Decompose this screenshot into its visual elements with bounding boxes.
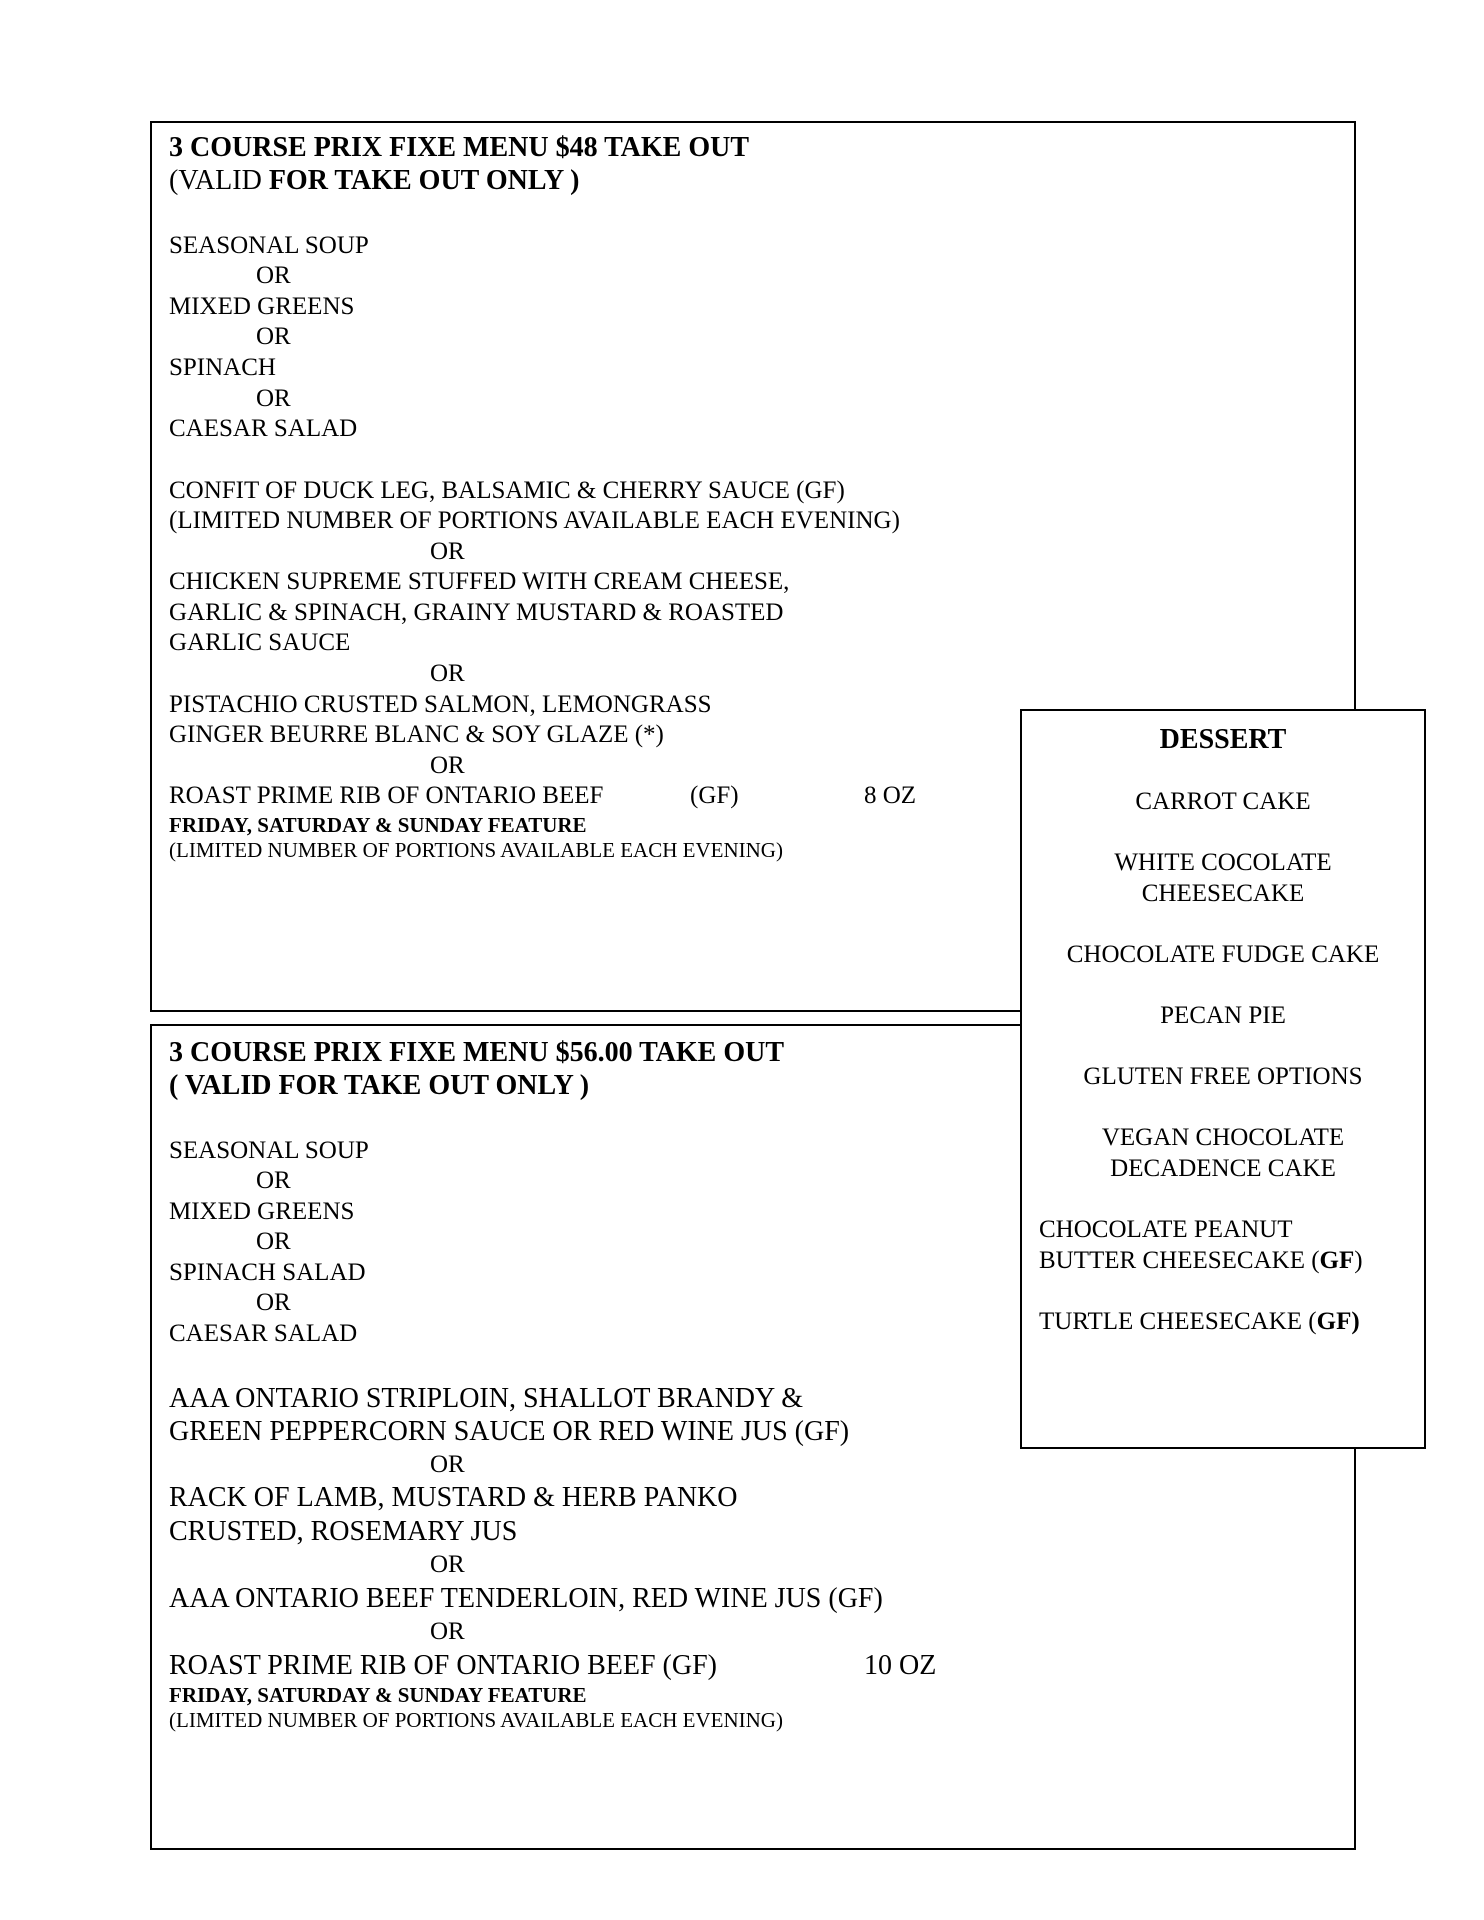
dessert-peanut-text: BUTTER CHEESECAKE ( bbox=[1039, 1247, 1320, 1274]
menu2-starter: SEASONAL SOUP bbox=[169, 1137, 369, 1164]
menu1-main: GARLIC & SPINACH, GRAINY MUSTARD & ROASTED bbox=[169, 599, 784, 626]
dessert-item: VEGAN CHOCOLATE bbox=[1101, 1124, 1345, 1151]
menu1-prime-rib-gf: (GF) bbox=[690, 782, 739, 809]
menu2-prime-rib: ROAST PRIME RIB OF ONTARIO BEEF (GF) bbox=[169, 1650, 717, 1681]
dessert-item: PECAN PIE bbox=[1160, 1002, 1286, 1029]
dessert-peanut-close: ) bbox=[1354, 1247, 1363, 1274]
dessert-item: CHOCOLATE FUDGE CAKE bbox=[1066, 941, 1380, 968]
menu2-or: OR bbox=[256, 1228, 291, 1255]
menu1-valid-prefix: (VALID bbox=[169, 165, 269, 196]
menu2-or: OR bbox=[256, 1167, 291, 1194]
menu1-starter: CAESAR SALAD bbox=[169, 415, 358, 442]
menu1-limited-note: (LIMITED NUMBER OF PORTIONS AVAILABLE EACH EVENING) bbox=[169, 838, 783, 862]
menu2-valid-note: ( VALID FOR TAKE OUT ONLY ) bbox=[169, 1070, 590, 1101]
menu2-feature: FRIDAY, SATURDAY & SUNDAY FEATURE bbox=[169, 1683, 587, 1707]
menu2-main: AAA ONTARIO STRIPLOIN, SHALLOT BRANDY & bbox=[169, 1383, 803, 1414]
menu1-main: GINGER BEURRE BLANC & SOY GLAZE (*) bbox=[169, 721, 664, 748]
menu1-main-note: (LIMITED NUMBER OF PORTIONS AVAILABLE EACH EVENING) bbox=[169, 507, 900, 534]
dessert-item: DECADENCE CAKE bbox=[1110, 1155, 1336, 1182]
menu2-limited-note: (LIMITED NUMBER OF PORTIONS AVAILABLE EACH EVENING) bbox=[169, 1708, 783, 1732]
dessert-menu bbox=[1020, 709, 1426, 1449]
menu1-main: GARLIC SAUCE bbox=[169, 629, 351, 656]
menu1-main: PISTACHIO CRUSTED SALMON, LEMONGRASS bbox=[169, 691, 712, 718]
menu2-prime-rib-size: 10 OZ bbox=[864, 1650, 937, 1681]
dessert-title: DESSERT bbox=[1159, 724, 1287, 755]
dessert-item bbox=[1039, 1309, 1360, 1334]
dessert-item: WHITE COCOLATE bbox=[1114, 849, 1332, 876]
menu2-or: OR bbox=[256, 1289, 291, 1316]
menu2-starter: CAESAR SALAD bbox=[169, 1320, 358, 1347]
dessert-item: CARROT CAKE bbox=[1135, 788, 1311, 815]
menu2-title: 3 COURSE PRIX FIXE MENU $56.00 TAKE OUT bbox=[169, 1037, 785, 1068]
menu1-or: OR bbox=[256, 323, 291, 350]
dessert-item: GLUTEN FREE OPTIONS bbox=[1083, 1063, 1363, 1090]
menu1-or: OR bbox=[430, 660, 465, 687]
dessert-peanut-gf: GF bbox=[1319, 1247, 1355, 1274]
menu1-feature: FRIDAY, SATURDAY & SUNDAY FEATURE bbox=[169, 813, 587, 837]
menu1-valid-note bbox=[169, 167, 579, 195]
menu2-main: RACK OF LAMB, MUSTARD & HERB PANKO bbox=[169, 1482, 738, 1513]
menu2-or: OR bbox=[430, 1551, 465, 1578]
menu1-main: CHICKEN SUPREME STUFFED WITH CREAM CHEESE, bbox=[169, 568, 790, 595]
menu2-starter: MIXED GREENS bbox=[169, 1198, 355, 1225]
dessert-item: CHOCOLATE PEANUT bbox=[1039, 1216, 1293, 1243]
menu1-prime-rib: ROAST PRIME RIB OF ONTARIO BEEF bbox=[169, 782, 604, 809]
menu2-or: OR bbox=[430, 1618, 465, 1645]
menu1-valid-bold: FOR TAKE OUT ONLY ) bbox=[268, 165, 580, 196]
menu1-or: OR bbox=[256, 262, 291, 289]
menu2-starter: SPINACH SALAD bbox=[169, 1259, 366, 1286]
menu2-main: AAA ONTARIO BEEF TENDERLOIN, RED WINE JUS (GF) bbox=[169, 1583, 883, 1614]
menu1-starter: SPINACH bbox=[169, 354, 276, 381]
dessert-turtle-text: TURTLE CHEESECAKE ( bbox=[1039, 1308, 1317, 1335]
dessert-item bbox=[1039, 1248, 1363, 1273]
dessert-item: CHEESECAKE bbox=[1141, 880, 1305, 907]
menu1-starter: SEASONAL SOUP bbox=[169, 232, 369, 259]
menu1-main: CONFIT OF DUCK LEG, BALSAMIC & CHERRY SAUCE (GF) bbox=[169, 477, 845, 504]
menu1-or: OR bbox=[430, 752, 465, 779]
menu1-or: OR bbox=[430, 538, 465, 565]
dessert-turtle-gf: GF) bbox=[1316, 1308, 1360, 1335]
menu1-or: OR bbox=[256, 385, 291, 412]
menu1-starter: MIXED GREENS bbox=[169, 293, 355, 320]
menu1-title: 3 COURSE PRIX FIXE MENU $48 TAKE OUT bbox=[169, 132, 750, 163]
menu2-main: GREEN PEPPERCORN SAUCE OR RED WINE JUS (GF) bbox=[169, 1416, 850, 1447]
menu2-main: CRUSTED, ROSEMARY JUS bbox=[169, 1516, 518, 1547]
menu1-prime-rib-size: 8 OZ bbox=[864, 782, 917, 809]
menu2-or: OR bbox=[430, 1451, 465, 1478]
